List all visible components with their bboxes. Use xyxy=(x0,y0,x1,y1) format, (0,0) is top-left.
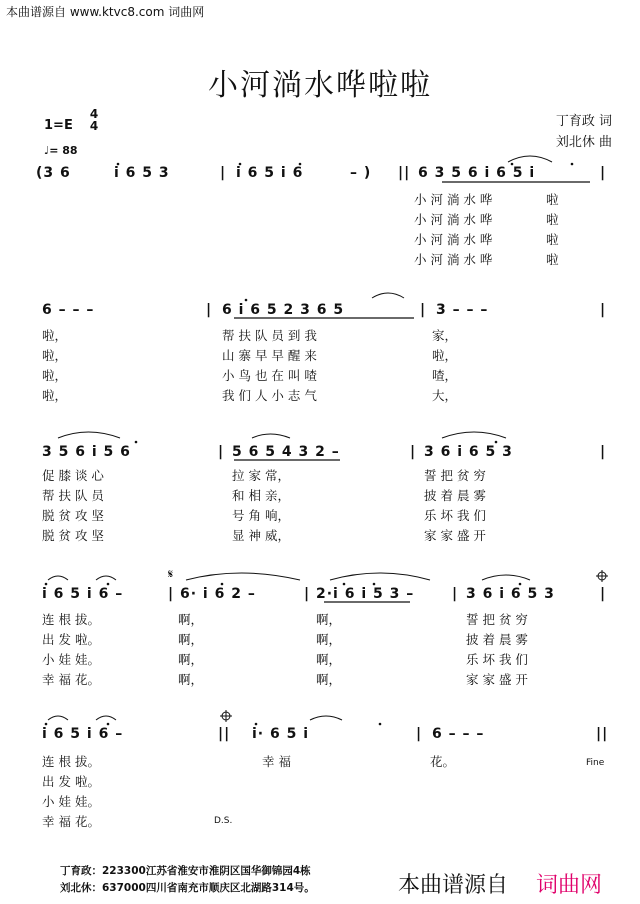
note-group: 3 – – – xyxy=(436,302,489,318)
note-group: 6 – – – xyxy=(42,302,95,318)
octave-dot xyxy=(495,441,498,444)
barline: | xyxy=(416,726,423,742)
header-site-text: 本曲谱源自 www.ktvc8.com 词曲网 xyxy=(6,5,205,19)
lyric: 披 着 晨 雾 xyxy=(466,632,528,647)
time-sig-top: 4 xyxy=(89,107,99,121)
slur xyxy=(252,434,290,438)
lyric: 号 角 响， xyxy=(232,508,290,523)
coda-sign xyxy=(222,712,230,720)
lyric: 啊， xyxy=(316,612,342,627)
slur xyxy=(310,716,342,720)
octave-dot xyxy=(45,723,48,726)
slur xyxy=(96,716,116,720)
lyric: 家， xyxy=(432,328,458,343)
octave-dot xyxy=(45,583,48,586)
slur xyxy=(482,575,530,580)
time-sig-bottom: 4 xyxy=(89,119,99,133)
fine-mark: Fine xyxy=(586,758,605,768)
barline: || xyxy=(218,726,231,742)
note-group: 5 6 5 4 3 2 – xyxy=(232,444,340,460)
lyric: 啊， xyxy=(316,672,342,687)
lyric: 誓 把 贫 穷 xyxy=(424,468,486,483)
lyric: 幸 福 花。 xyxy=(42,672,100,687)
note-group: i 6 5 i 6 xyxy=(236,165,304,181)
barline: | xyxy=(452,586,459,602)
lyric: 小 娃 娃。 xyxy=(42,794,100,809)
note-group: i· 6 5 i xyxy=(252,726,310,742)
lyric: 我 们 人 小 志 气 xyxy=(222,388,317,403)
lyric: 花。 xyxy=(430,754,456,769)
segno-sign: 𝄋 xyxy=(168,567,174,581)
time-signature xyxy=(88,108,100,132)
barline: | xyxy=(600,302,607,318)
barline: || xyxy=(398,165,411,181)
brand-right: 词曲网 xyxy=(536,873,603,898)
lyric: 幸 福 花。 xyxy=(42,814,100,829)
slur xyxy=(48,716,68,720)
lyric: 啊， xyxy=(178,672,204,687)
barline: || xyxy=(596,726,609,742)
octave-dot xyxy=(571,163,574,166)
barline: | xyxy=(420,302,427,318)
lyric: 小 娃 娃。 xyxy=(42,652,100,667)
lyric: 出 发 啦。 xyxy=(42,632,100,647)
lyric: 啊， xyxy=(178,612,204,627)
lyric: 啊， xyxy=(178,652,204,667)
note-group: 2·i 6 i 5 3 – xyxy=(316,586,415,602)
note-group: 3 5 6 i 5 6 xyxy=(42,444,131,460)
lyric: 促 膝 谈 心 xyxy=(42,468,104,483)
note-group: i 6 5 i 6 – xyxy=(42,586,124,602)
octave-dot xyxy=(245,299,248,302)
lyric: 啦， xyxy=(42,368,68,383)
barline: | xyxy=(304,586,311,602)
lyric: 小 河 淌 水 哗 xyxy=(414,252,493,267)
lyric: 啦 xyxy=(546,212,559,227)
lyric: 家 家 盛 开 xyxy=(466,672,528,687)
lyric: 小 河 淌 水 哗 xyxy=(414,192,493,207)
note-group: 6 – – – xyxy=(432,726,485,742)
slur xyxy=(330,573,430,580)
lyric: 啊， xyxy=(316,652,342,667)
lyric: 啦， xyxy=(42,348,68,363)
note-group: 3 6 i 6 5 3 xyxy=(424,444,513,460)
lyric: 喳， xyxy=(432,368,458,383)
song-title: 小河淌水哗啦啦 xyxy=(208,68,432,103)
lyric: 脱 贫 攻 坚 xyxy=(42,508,104,523)
lyric: 连 根 拔。 xyxy=(42,612,100,627)
coda-sign xyxy=(598,572,606,580)
barline: | xyxy=(206,302,213,318)
barline: | xyxy=(600,444,607,460)
octave-dot xyxy=(519,583,522,586)
slur xyxy=(48,576,68,580)
barline: | xyxy=(218,444,225,460)
key-signature: 1=E xyxy=(44,118,73,133)
note-group: i 6 5 3 xyxy=(114,165,170,181)
note-group: – ) xyxy=(350,165,372,181)
brand-left: 本曲谱源自 xyxy=(398,873,509,898)
octave-dot xyxy=(221,583,224,586)
lyric: 家 家 盛 开 xyxy=(424,528,486,543)
lyric: 乐 坏 我 们 xyxy=(466,652,528,667)
barline: | xyxy=(410,444,417,460)
octave-dot xyxy=(255,723,258,726)
lyric: 啦， xyxy=(432,348,458,363)
lyric: 啊， xyxy=(316,632,342,647)
lyric: 帮 扶 队 员 xyxy=(42,488,104,503)
lyric: 小 鸟 也 在 叫 喳 xyxy=(222,368,317,383)
lyric: 啦， xyxy=(42,388,68,403)
lyric: 啊， xyxy=(178,632,204,647)
octave-dot xyxy=(343,583,346,586)
lyric: 披 着 晨 雾 xyxy=(424,488,486,503)
lyric: 帮 扶 队 员 到 我 xyxy=(222,328,317,343)
slur xyxy=(186,573,300,580)
barline: | xyxy=(168,586,175,602)
lyric: 和 相 亲， xyxy=(232,488,290,503)
lyric: 小 河 淌 水 哗 xyxy=(414,212,493,227)
lyric: 显 神 威， xyxy=(232,528,290,543)
ds-mark: D.S. xyxy=(214,816,233,826)
barline: | xyxy=(220,165,227,181)
barline: | xyxy=(600,586,607,602)
lyric: 啦， xyxy=(42,328,68,343)
lyric: 幸 福 xyxy=(262,754,291,769)
octave-dot xyxy=(107,723,110,726)
lyric: 啦 xyxy=(546,232,559,247)
slur xyxy=(442,432,506,438)
slur xyxy=(96,576,116,580)
slur xyxy=(372,293,404,298)
composer-credit: 刘北休 曲 xyxy=(555,135,612,150)
lyric: 出 发 啦。 xyxy=(42,774,100,789)
lyric: 誓 把 贫 穷 xyxy=(466,612,528,627)
lyricist-credit: 丁育政 词 xyxy=(555,114,612,129)
tempo-marking: ♩= 88 xyxy=(44,144,78,157)
lyric: 脱 贫 攻 坚 xyxy=(42,528,104,543)
slur xyxy=(508,156,552,162)
lyric: 山 寨 早 早 醒 来 xyxy=(222,348,317,363)
note-group: i 6 5 i 6 – xyxy=(42,726,124,742)
lyric: 大， xyxy=(432,388,458,403)
lyric: 连 根 拔。 xyxy=(42,754,100,769)
barline: | xyxy=(600,165,607,181)
slur xyxy=(58,432,120,438)
lyric: 啦 xyxy=(546,252,559,267)
note-group: 6· i 6 2 – xyxy=(180,586,256,602)
octave-dot xyxy=(135,441,138,444)
note-group: 3 6 i 6 5 3 xyxy=(466,586,555,602)
lyric: 小 河 淌 水 哗 xyxy=(414,232,493,247)
octave-dot xyxy=(107,583,110,586)
note-group: 6 3 5 6 i 6 5 i xyxy=(418,165,536,181)
footer-line-1: 丁育政：223300江苏省淮安市淮阴区国华御锦园4栋 xyxy=(60,865,311,877)
octave-dot xyxy=(379,723,382,726)
lyric: 乐 坏 我 们 xyxy=(424,508,486,523)
lyric: 啦 xyxy=(546,192,559,207)
footer-line-2: 刘北休：637000四川省南充市顺庆区北湖路314号。 xyxy=(60,882,315,894)
note-group: (3 6 xyxy=(36,165,71,181)
octave-dot xyxy=(373,583,376,586)
note-group: 6 i 6 5 2 3 6 5 xyxy=(222,302,345,318)
lyric: 拉 家 常， xyxy=(232,468,290,483)
